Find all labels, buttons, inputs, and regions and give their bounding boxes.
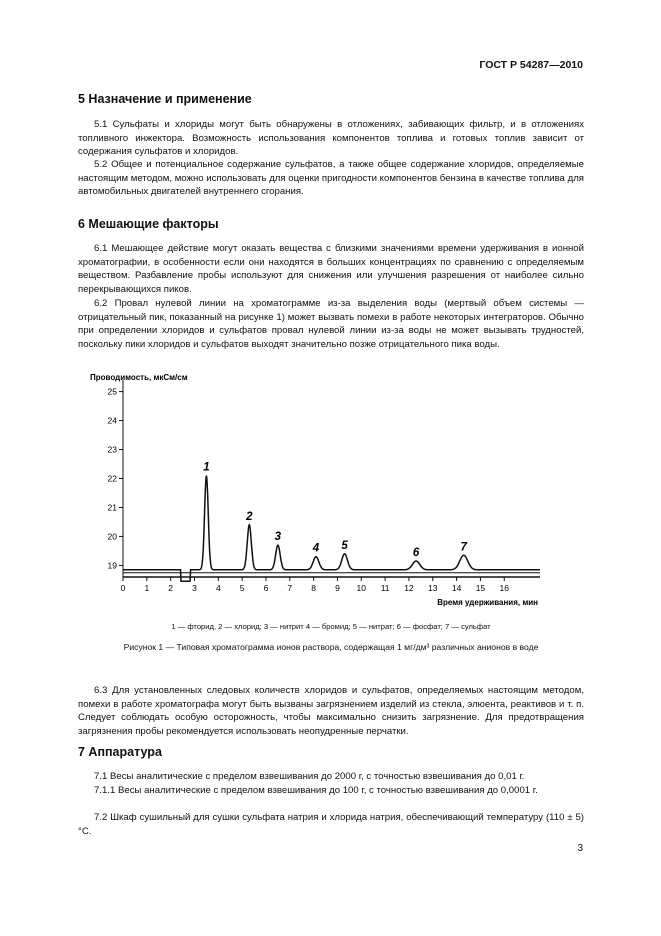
paragraph-6-3: 6.3 Для установленных следовых количеств хлоридов и сульфатов, определяемых настоящим методом, помехи в работе хроматографа могут быть вызваны загрязнением изделий из стекла, элюента, реактивов и т. п. Следует соблюдать особую осторожность, чтобы максимально снизить загрязнение. Для предотвращения загрязнения пробы рекомендуется использовать неопудренные перчатки. (78, 685, 584, 737)
page-number: 3 (577, 843, 583, 854)
y-axis-title: Проводимость, мкСм/см (90, 373, 188, 382)
paragraph-6-1: 6.1 Мешающее действие могут оказать вещества с близкими значениями времени удерживания в ионной хроматографии, в особенности если они находятся в больших концентрациях по сравнению с определяемым веществом. Разбавление пробы используют для снижения или улучшения разрешения от наиболее сильно перекрывающихся пиков. (78, 243, 584, 295)
paragraph-7-1: 7.1 Весы аналитические с пределом взвешивания до 2000 г, с точностью взвешивания до 0,01 г. (94, 771, 525, 782)
x-tick-label: 9 (335, 583, 340, 593)
x-tick-label: 5 (239, 583, 245, 593)
paragraph-6-2: 6.2 Провал нулевой линии на хроматограмме из-за выделения воды (мертвый объем системы — отрицательный пик, показанный на рисунке 1) может вызвать помехи в работе некоторых интеграторов. Обычно при определении хлоридов и сульфатов провал нулевой линии из-за воды не может вызывать трудностей, поскольку пики хлоридов и сульфатов выходят значительно позже отрицательного пика воды. (78, 298, 584, 350)
y-tick-label: 21 (107, 502, 117, 513)
x-tick-label: 2 (168, 583, 174, 593)
chromatogram-chart (90, 370, 550, 610)
y-tick-label: 25 (107, 386, 117, 397)
x-tick-label: 7 (287, 583, 293, 593)
paragraph-5-1: 5.1 Сульфаты и хлориды могут быть обнаружены в отложениях, забивающих фильтр, и в отложениях топливного инжектора. Возможность использования компонентов топлива и готовых топлив зависит от содержания сульфатов и хлоридов. (78, 119, 584, 157)
peak-label: 2 (246, 510, 253, 523)
x-tick-label: 6 (263, 583, 269, 593)
section-6-title: 6 Мешающие факторы (78, 217, 219, 231)
y-tick-label: 20 (107, 531, 117, 542)
x-tick-label: 15 (475, 583, 486, 593)
peak-label: 3 (274, 531, 282, 544)
x-tick-label: 11 (380, 583, 390, 593)
y-tick-label: 24 (107, 415, 117, 426)
standard-number: ГОСТ Р 54287—2010 (479, 59, 583, 71)
x-tick-label: 0 (120, 583, 126, 593)
paragraph-7-1-1: 7.1.1 Весы аналитические с пределом взвешивания до 100 г, с точностью взвешивания до 0,0001 г. (94, 785, 538, 796)
y-tick-label: 23 (107, 444, 117, 455)
figure-caption: Рисунок 1 — Типовая хроматограмма ионов раствора, содержащая 1 мг/дм³ различных анионов в воде (123, 642, 539, 652)
x-tick-label: 12 (404, 583, 414, 593)
paragraph-7-2: 7.2 Шкаф сушильный для сушки сульфата натрия и хлорида натрия, обеспечивающий температуру (110 ± 5) °C. (78, 812, 584, 837)
x-tick-label: 14 (451, 583, 462, 593)
y-tick-label: 22 (107, 473, 117, 484)
x-tick-label: 10 (356, 583, 367, 593)
peak-label: 4 (312, 542, 320, 555)
peak-label: 5 (341, 539, 348, 552)
y-tick-label: 19 (107, 560, 117, 571)
signal-trace (123, 476, 540, 582)
paragraph-5-2: 5.2 Общее и потенциальное содержание сульфатов, а также общее содержание хлоридов, определяемые настоящим методом, можно использовать для оценки пригодности компонентов бензина в качестве топлива для автомобильных двигателей внутреннего сгорания. (78, 159, 584, 197)
peak-label: 7 (460, 541, 467, 554)
peak-label: 6 (412, 547, 420, 560)
section-7-title: 7 Аппаратура (78, 745, 162, 759)
x-tick-label: 13 (428, 583, 438, 593)
x-tick-label: 16 (499, 583, 509, 593)
peak-label: 1 (203, 461, 210, 474)
section-5-title: 5 Назначение и применение (78, 92, 252, 106)
x-tick-label: 8 (311, 583, 316, 593)
x-tick-label: 1 (144, 583, 150, 593)
x-tick-label: 4 (215, 583, 221, 593)
x-axis-title: Время удерживания, мин (437, 598, 538, 607)
figure-legend: 1 — фторид, 2 — хлорид; 3 — нитрит 4 — бромид; 5 — нитрат; 6 — фосфат; 7 — сульфат (171, 622, 491, 631)
x-tick-label: 3 (192, 583, 197, 593)
